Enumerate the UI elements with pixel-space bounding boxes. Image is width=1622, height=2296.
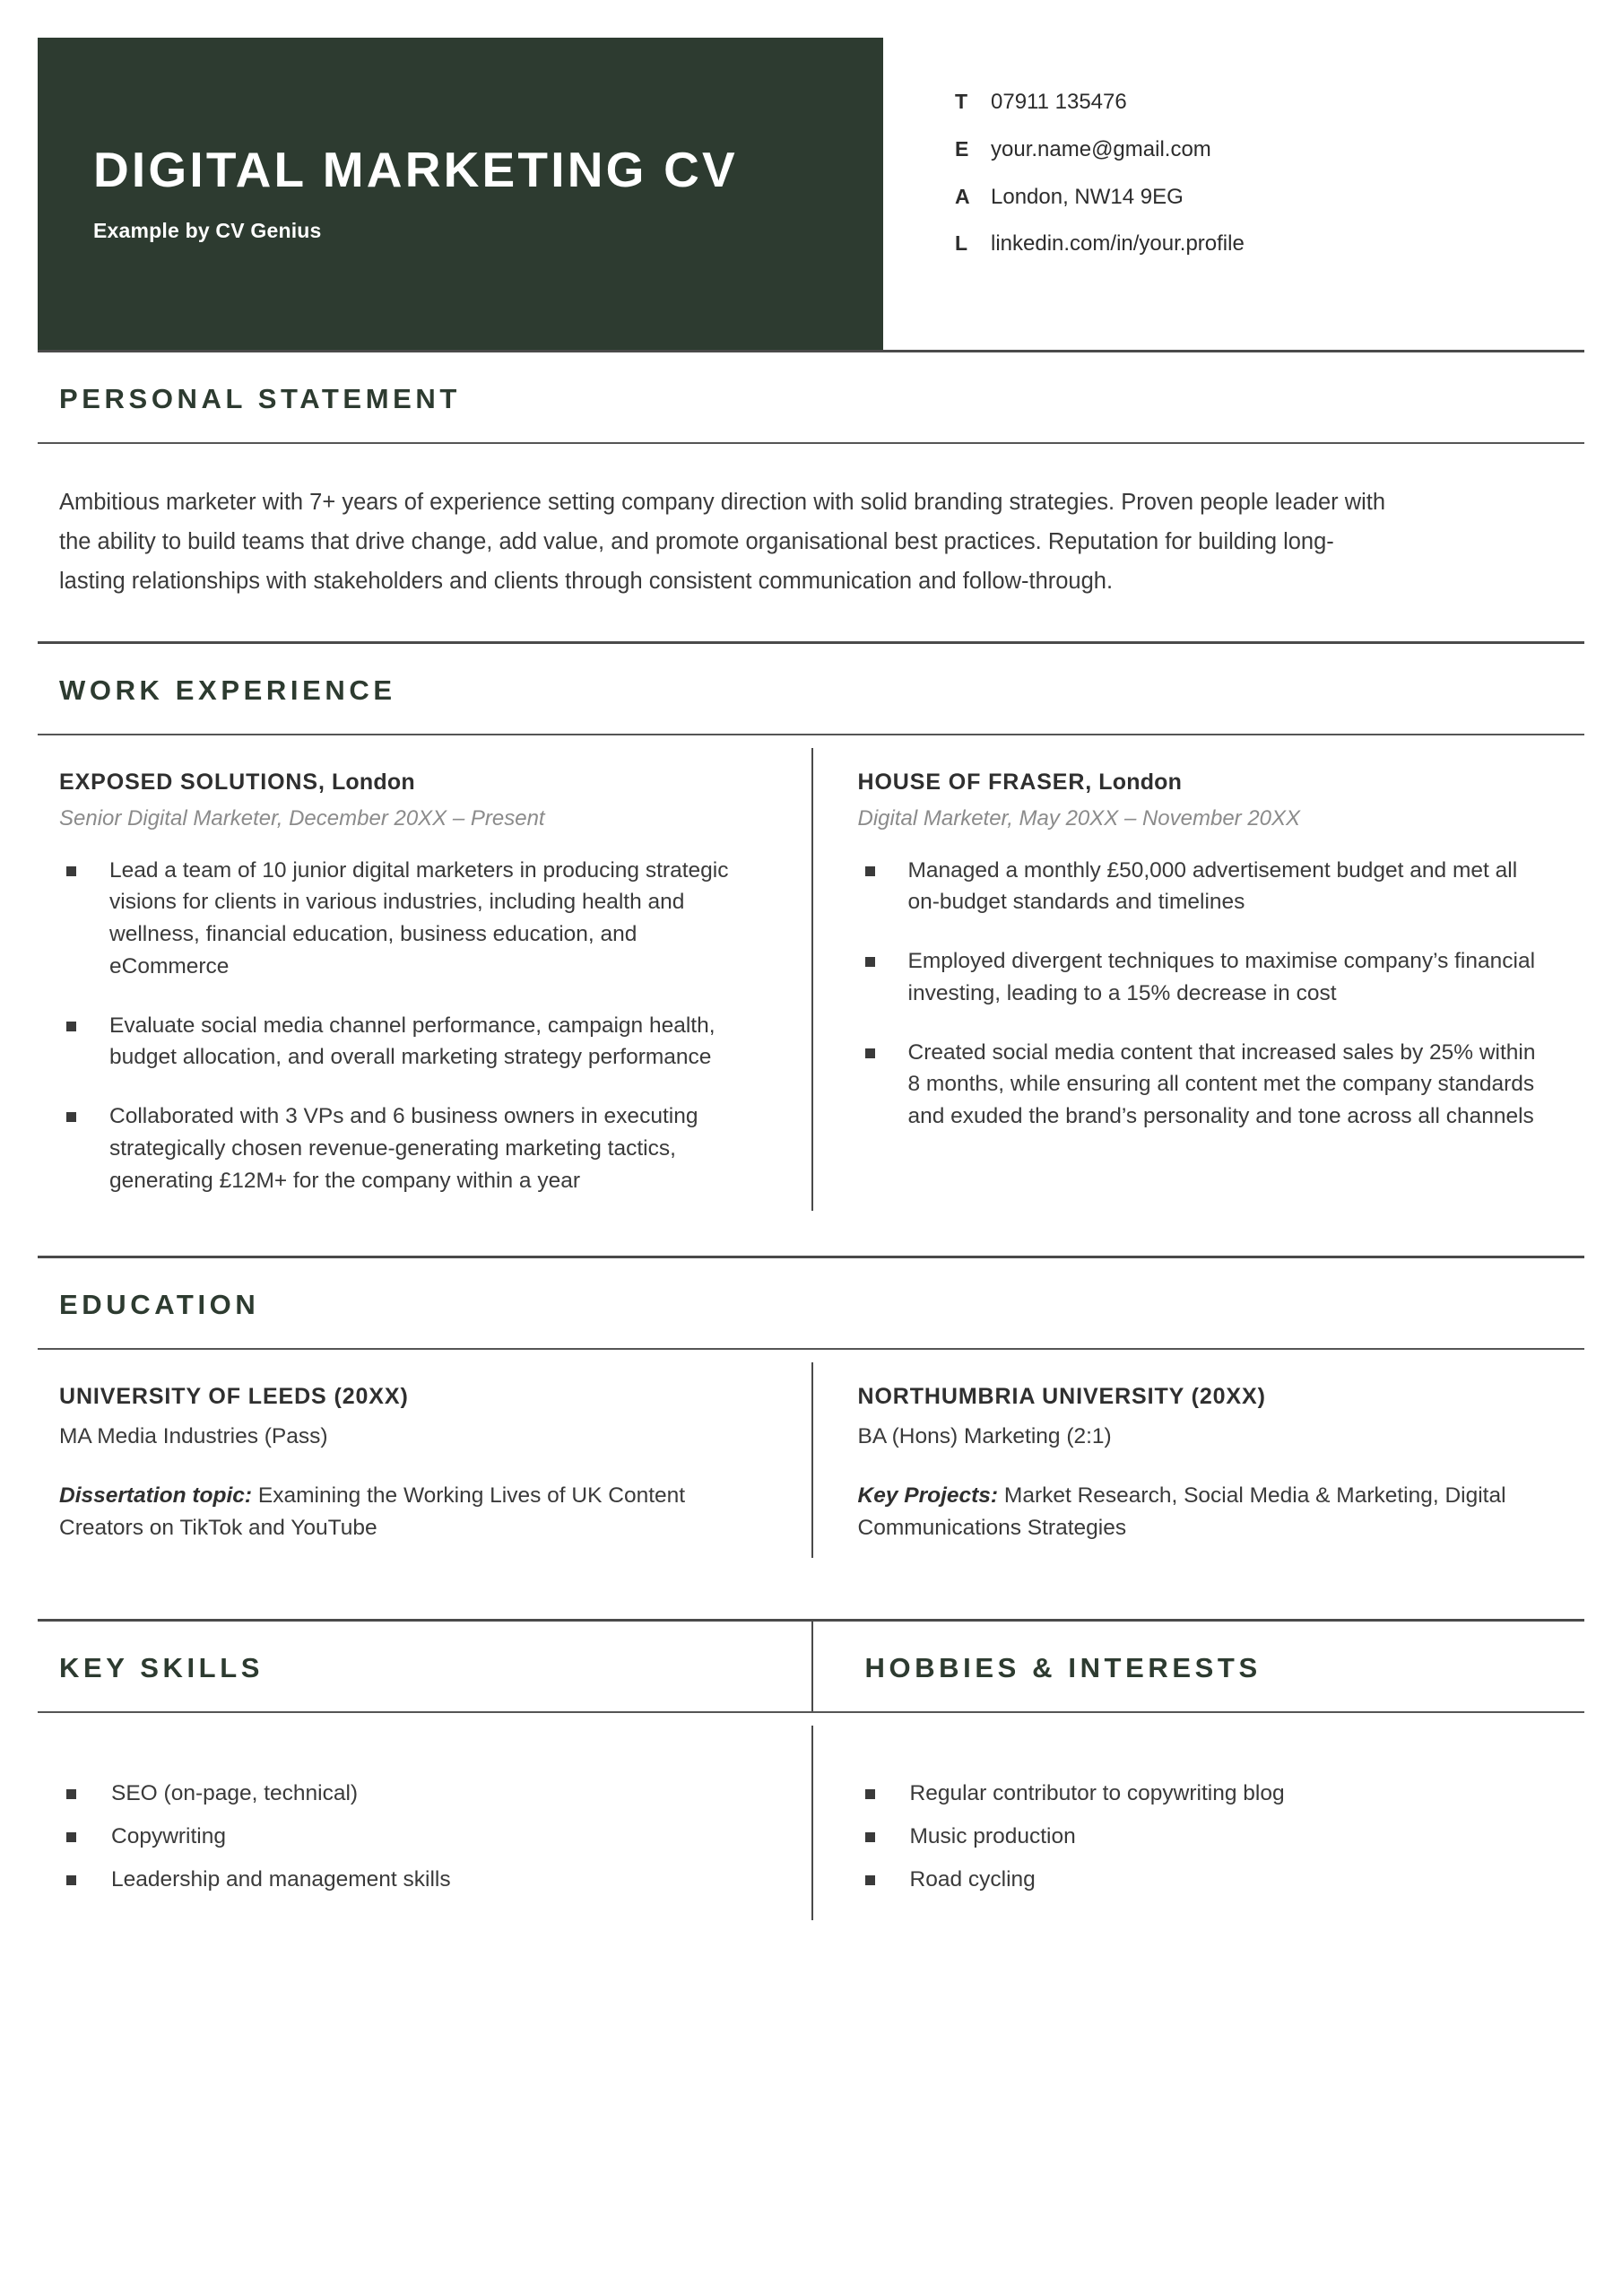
list-item: Music production: [858, 1821, 1549, 1853]
address-icon: A: [955, 184, 970, 208]
education-entry-2: [804, 1350, 1585, 1570]
education-columns: [0, 1350, 1622, 1570]
job-location-1: London: [325, 769, 415, 795]
education-entry-1: [38, 1350, 804, 1570]
list-item: Regular contributor to copywriting blog: [858, 1778, 1549, 1810]
school-degree-1: MA Media Industries (Pass): [59, 1424, 328, 1449]
phone-icon: T: [955, 90, 968, 113]
school-name-1: UNIVERSITY OF LEEDS (20XX): [59, 1384, 409, 1410]
job-organisation-name-2: HOUSE OF FRASER,: [857, 769, 1093, 795]
school-extra-2: [858, 1480, 1549, 1544]
section-title-work-experience: WORK EXPERIENCE: [59, 674, 396, 706]
section-header-education: [0, 1258, 1622, 1348]
list-item: Employed divergent techniques to maximise company’s financial investing, leading to a 15% decrease in cost: [858, 945, 1549, 1010]
list-item: Road cycling: [858, 1864, 1549, 1896]
header-title-block: [38, 38, 883, 350]
column-divider-education: [811, 1362, 813, 1558]
job-organisation-2: [858, 770, 1549, 796]
page-subtitle: Example by CV Genius: [93, 219, 322, 243]
list-item: Copywriting: [59, 1821, 750, 1853]
list-item: Created social media content that increased sales by 25% within 8 months, while ensuring all content met the company standards and exuded the brand’s personality and tone across all channels: [858, 1037, 1549, 1133]
list-item: Managed a monthly £50,000 advertisement budget and met all on-budget standards and timelines: [858, 855, 1549, 919]
contact-phone-value[interactable]: 07911 135476: [991, 90, 1127, 114]
school-extra-value-2: Market Research, Social Media & Marketing, Digital Communications Strategies: [857, 1483, 1506, 1540]
linkedin-icon: L: [955, 231, 968, 256]
column-divider-skills: [811, 1726, 813, 1920]
key-skills-list: [59, 1778, 750, 1895]
school-extra-1: [59, 1480, 750, 1544]
hobbies-list: [858, 1778, 1549, 1895]
school-extra-label-1: Dissertation topic:: [59, 1483, 253, 1508]
section-title-personal-statement: PERSONAL STATEMENT: [59, 383, 461, 414]
contact-details: [955, 90, 1529, 279]
page-title: DIGITAL MARKETING CV: [93, 141, 738, 197]
cv-header: [0, 0, 1622, 350]
school-name-2: NORTHUMBRIA UNIVERSITY (20XX): [857, 1384, 1266, 1410]
contact-row-address: [955, 185, 1529, 211]
list-item: Lead a team of 10 junior digital marketers in producing strategic visions for clients in various industries, including health and wellness, financial education, business education, and eCommerce: [59, 855, 750, 983]
column-divider-skills-heading: [811, 1622, 813, 1711]
list-item: Collaborated with 3 VPs and 6 business owners in executing strategically chosen revenue-generating marketing tactics, generating £12M+ for the company within a year: [59, 1100, 750, 1196]
work-experience-columns: [0, 735, 1622, 1224]
contact-address-value: London, NW14 9EG: [991, 184, 1184, 209]
school-extra-label-2: Key Projects:: [857, 1483, 999, 1508]
section-header-work-experience: [0, 644, 1622, 734]
section-title-education: EDUCATION: [59, 1289, 260, 1321]
contact-row-phone: [955, 90, 1529, 116]
hobbies-list-wrap: [804, 1720, 1585, 1933]
job-organisation-1: [59, 770, 750, 796]
section-header-hobbies: [811, 1622, 1585, 1711]
skills-hobbies-columns: [0, 1713, 1622, 1933]
work-experience-entry-1: [38, 735, 804, 1224]
school-degree-2: BA (Hons) Marketing (2:1): [857, 1424, 1112, 1449]
work-experience-entry-2: [804, 735, 1585, 1224]
list-item: Evaluate social media channel performance, campaign health, budget allocation, and overall marketing strategy performance: [59, 1010, 750, 1074]
job-bullets-1: [59, 855, 750, 1197]
key-skills-list-wrap: [38, 1720, 804, 1933]
job-role-dates-2: Digital Marketer, May 20XX – November 20XX: [857, 805, 1301, 831]
contact-email-value[interactable]: your.name@gmail.com: [991, 136, 1211, 161]
job-role-dates-1: Senior Digital Marketer, December 20XX – Present: [59, 805, 545, 831]
column-divider-work-experience: [811, 748, 813, 1212]
list-item: SEO (on-page, technical): [59, 1778, 750, 1810]
school-extra-value-1: Examining the Working Lives of UK Content Creators on TikTok and YouTube: [59, 1483, 686, 1540]
contact-row-linkedin: [955, 231, 1529, 257]
skills-hobbies-heading-row: [0, 1622, 1622, 1711]
section-title-hobbies: HOBBIES & INTERESTS: [864, 1652, 1262, 1684]
contact-row-email: [955, 137, 1529, 163]
job-bullets-2: [858, 855, 1549, 1133]
job-location-2: London: [1092, 769, 1183, 795]
job-organisation-name-1: EXPOSED SOLUTIONS,: [59, 769, 325, 795]
contact-linkedin-value[interactable]: linkedin.com/in/your.profile: [991, 231, 1245, 257]
section-header-personal-statement: [0, 352, 1622, 442]
list-item: Leadership and management skills: [59, 1864, 750, 1896]
personal-statement-text: Ambitious marketer with 7+ years of experience setting company direction with solid branding strategies. Proven people leader with the ability to build teams that drive change, add value, and promote organisational best practices. Reputation for building long-lasting relationships with stakeholders and clients through consistent communication and follow-through.: [59, 490, 1386, 594]
section-header-key-skills: [38, 1622, 811, 1711]
section-title-key-skills: KEY SKILLS: [59, 1652, 265, 1684]
email-icon: E: [955, 136, 969, 161]
